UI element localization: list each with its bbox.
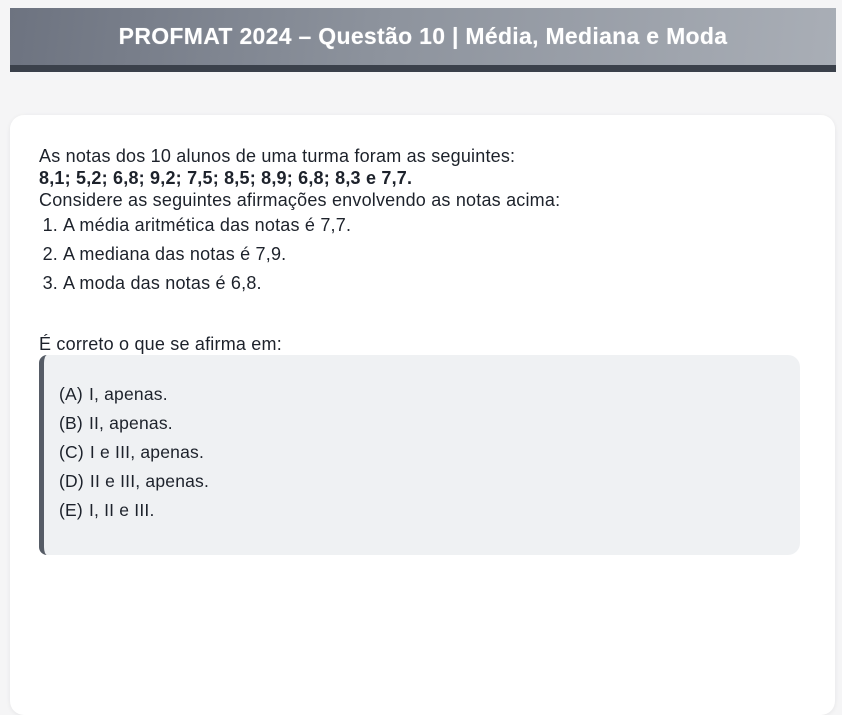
statement-number: 2.	[42, 244, 58, 264]
option-text: I e III, apenas.	[89, 442, 205, 462]
option-letter: (C)	[59, 442, 84, 462]
question-intro-text: As notas dos 10 alunos de uma turma foram as seguintes:	[39, 146, 516, 166]
option-letter: (A)	[59, 384, 83, 404]
question-card	[10, 115, 835, 715]
option-text: II e III, apenas.	[89, 471, 210, 491]
option-letter: (E)	[59, 500, 83, 520]
option-b	[59, 409, 780, 438]
option-c	[59, 438, 780, 467]
option-text: II, apenas.	[88, 413, 173, 433]
statement-text: A mediana das notas é 7,9.	[63, 244, 287, 264]
option-letter: (B)	[59, 413, 83, 433]
option-e	[59, 496, 780, 525]
statement-text: A média aritmética das notas é 7,7.	[63, 215, 352, 235]
statement-item-2	[39, 240, 806, 269]
answer-options-box	[39, 355, 800, 555]
option-text: I, II e III.	[88, 500, 155, 520]
grades-list-text: 8,1; 5,2; 6,8; 9,2; 7,5; 8,5; 8,9; 6,8; 8,3 e 7,7.	[39, 168, 413, 188]
statement-number: 1.	[42, 215, 58, 235]
option-text: I, apenas.	[88, 384, 168, 404]
question-header-title: PROFMAT 2024 – Questão 10 | Média, Mediana e Moda	[118, 23, 728, 49]
question-header-banner	[10, 8, 836, 72]
option-a	[59, 380, 780, 409]
option-letter: (D)	[59, 471, 84, 491]
statement-number: 3.	[42, 273, 58, 293]
statement-text: A moda das notas é 6,8.	[63, 273, 262, 293]
statement-item-1	[39, 211, 806, 240]
option-d	[59, 467, 780, 496]
statements-list	[39, 211, 806, 298]
consider-statements-text: Considere as seguintes afirmações envolvendo as notas acima:	[39, 190, 561, 210]
answer-prompt-text: É correto o que se afirma em:	[39, 334, 282, 354]
statement-item-3	[39, 269, 806, 298]
